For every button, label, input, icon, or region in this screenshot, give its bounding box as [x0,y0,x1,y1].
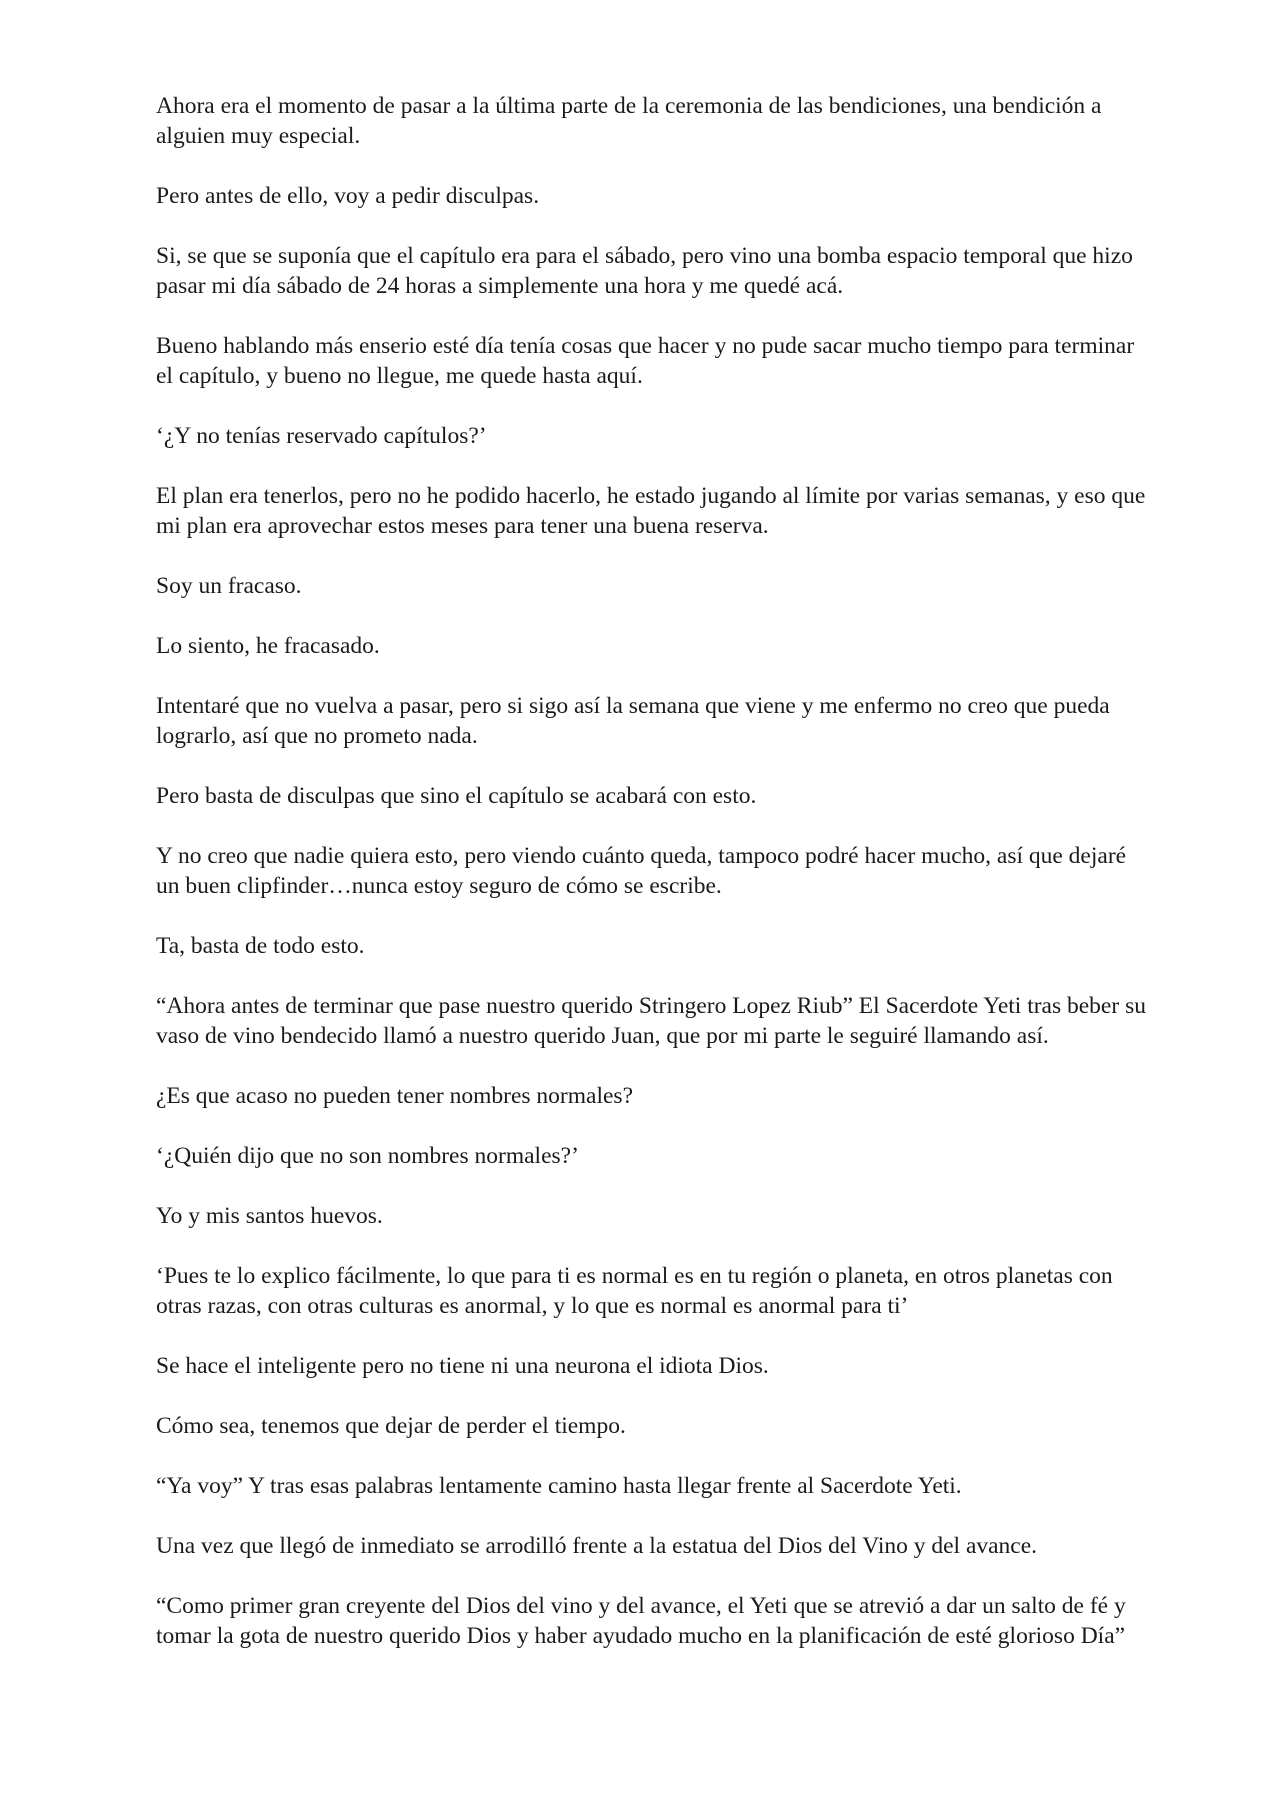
paragraph: Cómo sea, tenemos que dejar de perder el tiempo. [156,1413,626,1439]
paragraph: ‘¿Quién dijo que no son nombres normales?’ [156,1143,579,1169]
paragraph: Yo y mis santos huevos. [156,1203,383,1229]
document-page [156,91,1146,1681]
paragraph: Ahora era el momento de pasar a la última parte de la ceremonia de las bendiciones, una bendición a alguien muy especial. [156,93,1102,149]
paragraph: “Ahora antes de terminar que pase nuestro querido Stringero Lopez Riub” El Sacerdote Yeti tras beber su vaso de vino bendecido llamó a nuestro querido Juan, que por mi parte le seguiré llamando así. [156,993,1146,1049]
paragraph: “Ya voy” Y tras esas palabras lentamente camino hasta llegar frente al Sacerdote Yeti. [156,1473,962,1499]
paragraph: Una vez que llegó de inmediato se arrodilló frente a la estatua del Dios del Vino y del avance. [156,1533,1038,1559]
paragraph: Y no creo que nadie quiera esto, pero viendo cuánto queda, tampoco podré hacer mucho, así que dejaré un buen clipfinder…nunca estoy seguro de cómo se escribe. [156,843,1127,899]
paragraph: Se hace el inteligente pero no tiene ni una neurona el idiota Dios. [156,1353,769,1379]
paragraph: Si, se que se suponía que el capítulo era para el sábado, pero vino una bomba espacio temporal que hizo pasar mi día sábado de 24 horas a simplemente una hora y me quedé acá. [156,243,1133,299]
paragraph: Lo siento, he fracasado. [156,633,380,659]
paragraph: Ta, basta de todo esto. [156,933,365,959]
paragraph: Bueno hablando más enserio esté día tenía cosas que hacer y no pude sacar mucho tiempo para terminar el capítulo, y bueno no llegue, me quede hasta aquí. [156,333,1135,389]
paragraph: ¿Es que acaso no pueden tener nombres normales? [156,1083,633,1109]
paragraph: “Como primer gran creyente del Dios del vino y del avance, el Yeti que se atrevió a dar un salto de fé y tomar la gota de nuestro querido Dios y haber ayudado mucho en la planificación de esté glorioso Día” [156,1593,1126,1649]
paragraph: Pero antes de ello, voy a pedir disculpas. [156,183,540,209]
paragraph: Soy un fracaso. [156,573,302,599]
paragraph: Intentaré que no vuelva a pasar, pero si sigo así la semana que viene y me enfermo no creo que pueda lograrlo, así que no prometo nada. [156,693,1110,749]
paragraph: El plan era tenerlos, pero no he podido hacerlo, he estado jugando al límite por varias semanas, y eso que mi plan era aprovechar estos meses para tener una buena reserva. [156,483,1146,539]
paragraph: ‘Pues te lo explico fácilmente, lo que para ti es normal es en tu región o planeta, en otros planetas con otras razas, con otras culturas es anormal, y lo que es normal es anormal para ti’ [156,1263,1113,1319]
paragraph: Pero basta de disculpas que sino el capítulo se acabará con esto. [156,783,757,809]
paragraph: ‘¿Y no tenías reservado capítulos?’ [156,423,487,449]
